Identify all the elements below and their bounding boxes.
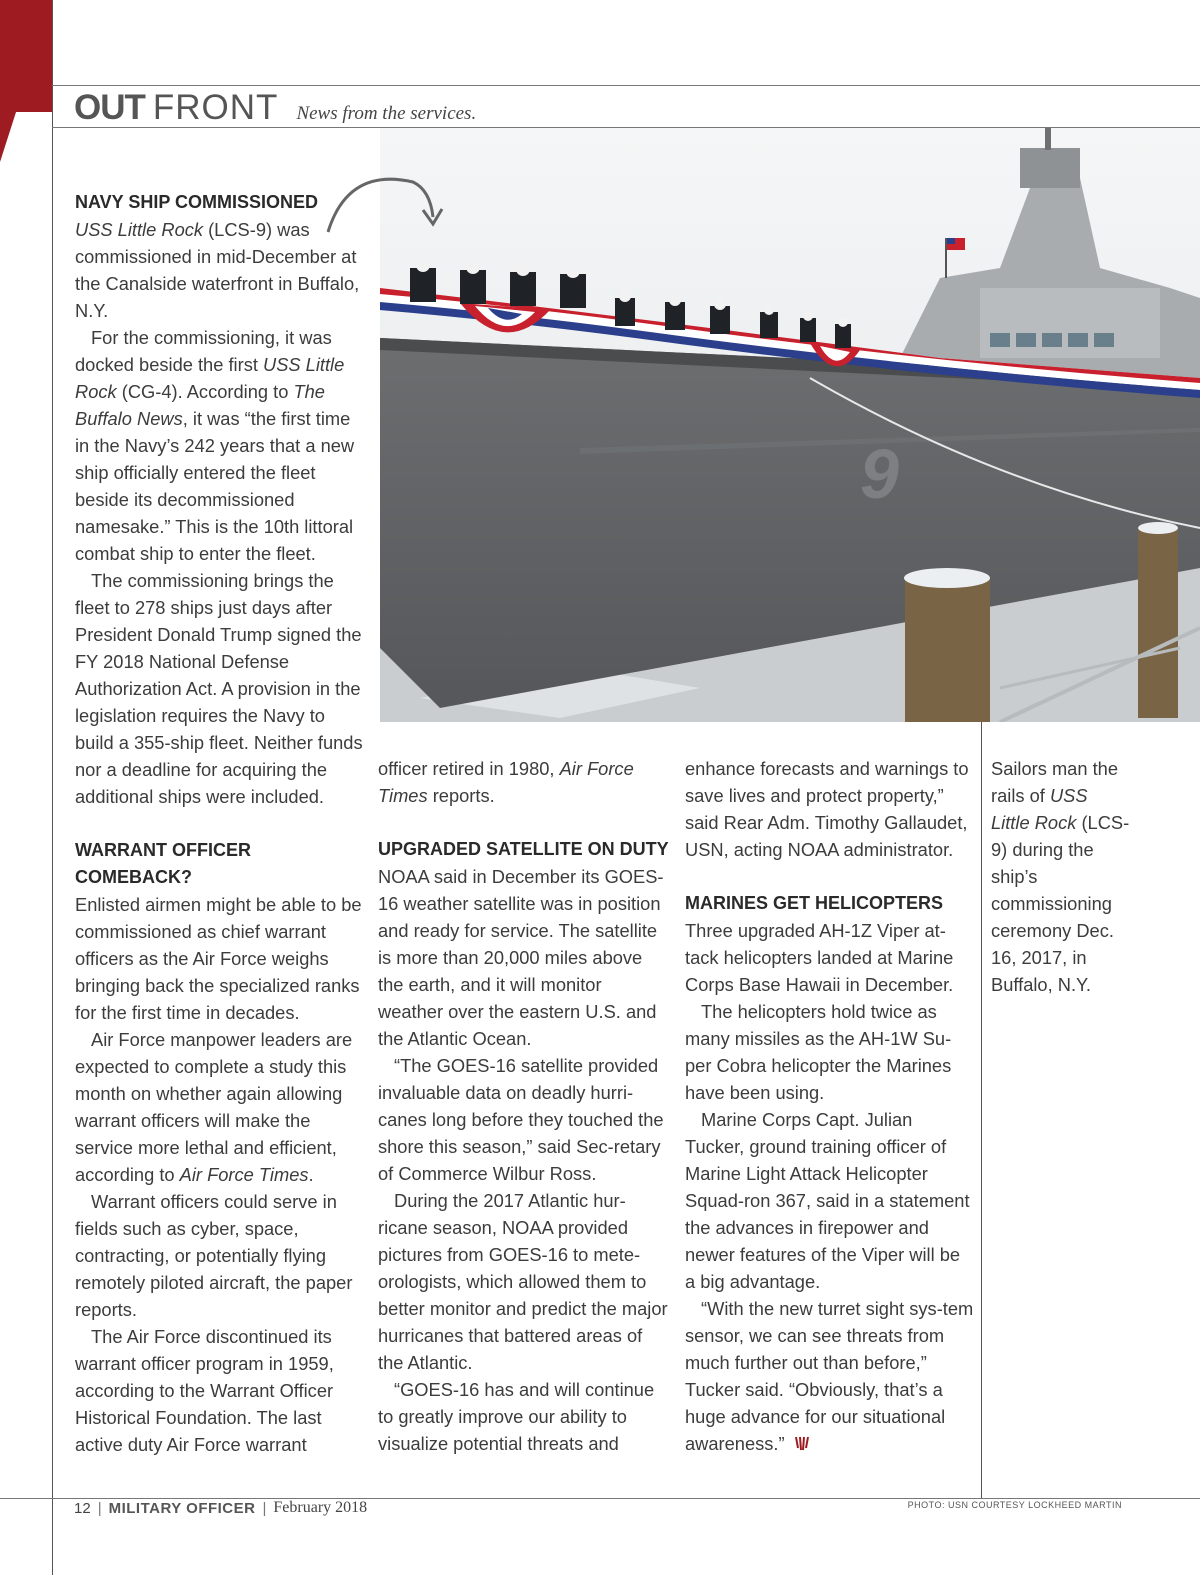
story-paragraph: During the 2017 Atlantic hur-ricane season, NOAA provided pictures from GOES-16 to mete-orologists, which allowed them to better monitor and predict the major hurricanes that battered areas of the Atlantic.	[378, 1190, 668, 1373]
left-rule	[52, 0, 53, 1575]
section-subtitle: News from the services.	[296, 103, 477, 124]
story-paragraph: For the commissioning, it was docked beside the first USS Little Rock (CG-4). According to The Buffalo News, it was “the first time in the Navy’s 242 years that a new ship officially entered the fleet beside its decommissioned namesake.” This is the 10th littoral combat ship to enter the fleet.	[75, 327, 355, 564]
story-paragraph: Enlisted airmen might be able to be commissioned as chief warrant officers as the Air Force weighs bringing back the specialized ranks for the first time in decades.	[75, 894, 362, 1023]
story-headline: NAVY SHIP COMMISSIONED	[75, 192, 319, 212]
story-paragraph: The Air Force discontinued its warrant officer program in 1959, according to the Warrant Officer Historical Foundation. The last active duty Air Force warrant	[75, 1326, 334, 1455]
story-paragraph: Marine Corps Capt. Julian Tucker, ground training officer of Marine Light Attack Helicopter Squad-ron 367, said in a statement the advances in firepower and newer features of the Viper will be a big advantage.	[685, 1109, 970, 1292]
story-paragraph: “GOES-16 has and will continue to greatly improve our ability to visualize potential threats and	[378, 1379, 655, 1454]
section-header	[74, 88, 476, 126]
story-paragraph: Warrant officers could serve in fields such as cyber, space, contracting, or potentially flying remotely piloted aircraft, the paper reports.	[75, 1191, 353, 1320]
story-paragraph: Air Force manpower leaders are expected to complete a study this month on whether again allowing warrant officers will make the service more lethal and efficient, according to Air Force Times.	[75, 1029, 353, 1185]
page-footer: 12 | MILITARY OFFICER | February 2018	[74, 1499, 368, 1517]
story-navy-ship	[75, 189, 365, 1458]
navy-ship-photo	[380, 128, 1200, 722]
story-paragraph: USS Little Rock (LCS-9) was commissioned in mid-December at the Canalside waterfront in Buffalo, N.Y.	[75, 219, 360, 321]
story-paragraph: officer retired in 1980, Air Force Times reports.	[378, 758, 634, 806]
end-mark-icon	[793, 1436, 811, 1452]
section-title-out: OUT	[74, 88, 145, 127]
magazine-name: MILITARY OFFICER	[108, 1499, 256, 1517]
ship-illustration	[380, 128, 1200, 722]
story-headline: UPGRADED SATELLITE ON DUTY	[378, 839, 669, 859]
section-title-front: FRONT	[152, 88, 279, 127]
issue-date: February 2018	[273, 1499, 368, 1516]
header-top-rule	[52, 85, 1200, 86]
story-paragraph: NOAA said in December its GOES-16 weather satellite was in position and ready for service. The satellite is more than 20,000 miles above the earth, and it will monitor weather over the eastern U.S. and the Atlantic Ocean.	[378, 866, 664, 1049]
corner-tab-point	[0, 0, 52, 162]
story-paragraph: “The GOES-16 satellite provided invaluable data on deadly hurri-canes long before they touched the shore this season,” said Sec-retary of Commerce Wilbur Ross.	[378, 1055, 664, 1184]
caption-rule	[981, 722, 982, 1498]
story-headline: MARINES GET HELICOPTERS	[685, 893, 944, 913]
story-headline: WARRANT OFFICER COMEBACK?	[75, 840, 251, 887]
story-paragraph: “With the new turret sight sys-tem sensor, we can see threats from much further out than before,” Tucker said. “Obviously, that’s a huge advance for our situational awareness.”	[685, 1298, 974, 1454]
story-paragraph: enhance forecasts and warnings to save lives and protect property,” said Rear Adm. Timothy Gallaudet, USN, acting NOAA administrator.	[685, 758, 969, 860]
hull-number: 9	[860, 435, 899, 513]
story-paragraph: The helicopters hold twice as many missiles as the AH-1W Su-per Cobra helicopter the Marines have been using.	[685, 1001, 952, 1103]
story-paragraph: Three upgraded AH-1Z Viper at-tack helicopters landed at Marine Corps Base Hawaii in December.	[685, 920, 954, 995]
column-3	[685, 755, 975, 1457]
story-paragraph: The commissioning brings the fleet to 278 ships just days after President Donald Trump signed the FY 2018 National Defense Authorization Act. A provision in the legislation requires the Navy to build a 355-ship fleet. Neither funds nor a deadline for acquiring the additional ships were included.	[75, 570, 363, 807]
photo-caption: Sailors man the rails of USS Little Rock (LCS-9) during the ship’s commissioning ceremony Dec. 16, 2017, in Buffalo, N.Y.	[991, 758, 1130, 995]
photo-credit: PHOTO: USN COURTESY LOCKHEED MARTIN	[907, 1500, 1122, 1510]
page-number: 12	[74, 1499, 91, 1517]
column-2	[378, 755, 670, 1457]
